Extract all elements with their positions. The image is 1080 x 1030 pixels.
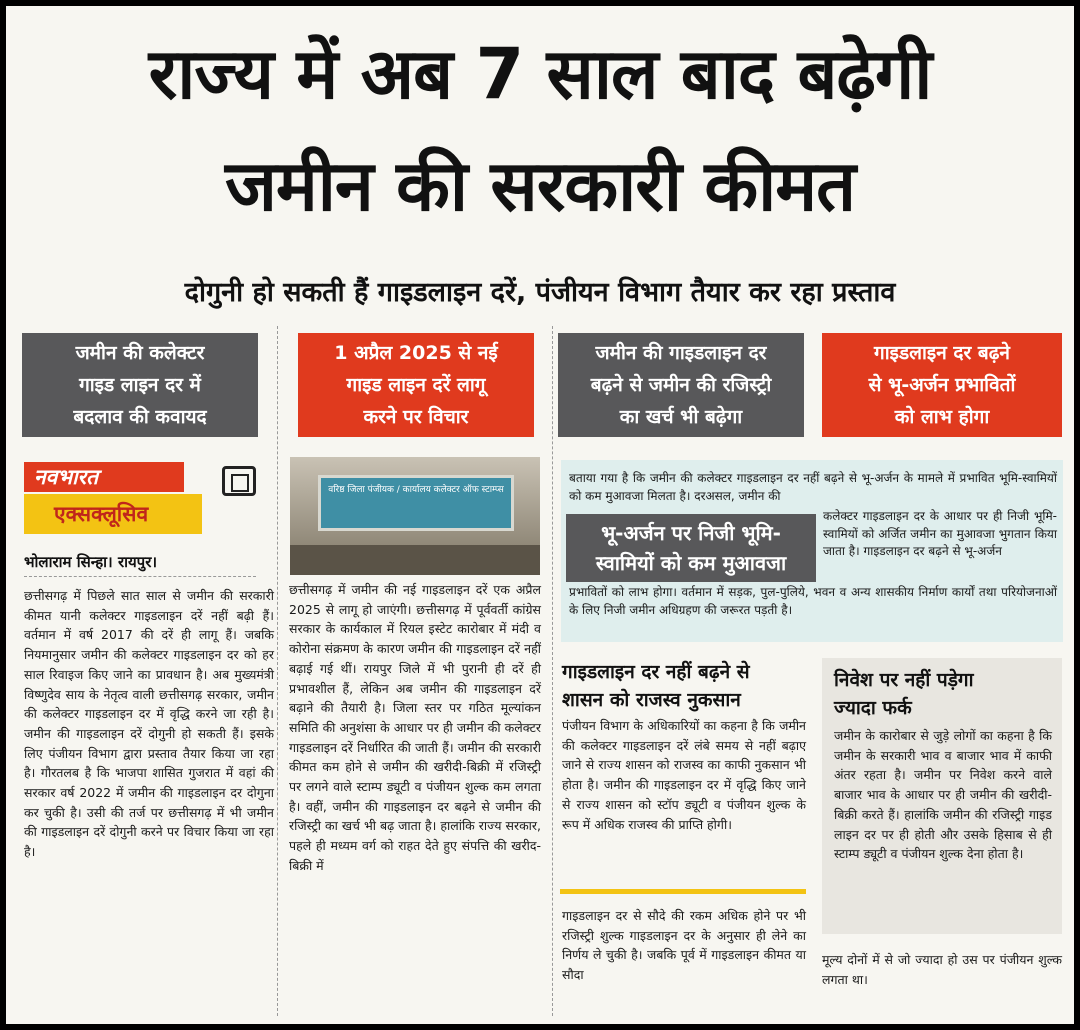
box-4-line-1: गाइडलाइन दर बढ़ने: [874, 342, 1010, 364]
brand-badge: [24, 462, 256, 542]
box-4-line-3: को लाभ होगा: [894, 406, 990, 428]
column-divider: [277, 326, 279, 1016]
land-panel-text-bottom: प्रभावितों को लाभ होगा। वर्तमान में सड़क, पुल-पुलिये, भवन व अन्य शासकीय निर्माण कार्यों तथा परियोजनाओं के लिए निजी जमीन अधिग्रहण की जरूरत पड़ती है।: [569, 585, 1057, 617]
highlight-boxes: [22, 333, 1062, 445]
revenue-section-title: [562, 658, 812, 714]
box-1-line-3: बदलाव की कवायद: [73, 406, 207, 428]
headline-line-1: राज्य में अब 7 साल बाद बढ़ेगी: [148, 33, 932, 115]
revenue-title-line-1: गाइडलाइन दर नहीं बढ़ने से: [562, 661, 750, 683]
land-panel-text-right: कलेक्टर गाइडलाइन दर के आधार पर ही निजी भूमि-स्वामियों को अर्जित जमीन का मुआवजा भुगतान किया जाता है। गाइडलाइन दर बढ़ने से भू-अर्जन: [823, 509, 1057, 559]
land-compensation-tag: [566, 514, 816, 582]
column-1-text: छत्तीसगढ़ में पिछले सात साल से जमीन की सरकारी कीमत यानी कलेक्टर गाइडलाइन दरें नहीं बढ़ी हैं। वर्तमान में वर्ष 2017 की दरें ही लागू हैं। जबकि नियमानुसार जमीन की कलेक्टर गाइडलाइन दर को हर साल रिवाइज किए जाने का प्रावधान है। अब मुख्यमंत्री विष्णुदेव साय के नेतृत्व वाली छत्तीसगढ़ सरकार, जमीन की कलेक्टर गाइडलाइन दर में वृद्धि करने जा रही है। जमीन की गाइडलाइन दरें दोगुनी हो सकती हैं। इसके लिए पंजीयन विभाग द्वारा प्रस्ताव तैयार किया जा रहा है। गौरतलब है कि भाजपा शासित गुजरात में वहां की सरकार वर्ष 2022 में जमीन की गाइडलाइन दर दोगुना कर चुकी है। उसी की तर्ज पर छत्तीसगढ़ में भी जमीन की गाइडलाइन दरें दोगुनी करने पर विचार किया जा रहा है।: [24, 588, 274, 860]
box-2-line-1: 1 अप्रैल 2025 से नई: [334, 342, 498, 364]
box-3-line-3: का खर्च भी बढ़ेगा: [619, 406, 743, 428]
photo-foreground: [290, 545, 540, 575]
invest-title-line-1: निवेश पर नहीं पड़ेगा: [834, 669, 974, 691]
registry-office-photo: [290, 457, 540, 575]
brand-tag: एक्सक्लूसिव: [24, 494, 202, 534]
investment-panel: [822, 658, 1062, 934]
brand-name: नवभारत: [24, 462, 184, 492]
divider: [24, 576, 256, 578]
column-divider: [552, 326, 554, 1016]
highlight-box-1: [22, 333, 258, 437]
box-3-line-1: जमीन की गाइडलाइन दर: [595, 342, 767, 364]
headline-line-2: जमीन की सरकारी कीमत: [224, 145, 856, 227]
land-tag-line-2: स्वामियों को कम मुआवजा: [595, 551, 787, 575]
highlight-box-4: [822, 333, 1062, 437]
land-tag-line-1: भू-अर्जन पर निजी भूमि-: [601, 521, 781, 545]
box-2-line-3: करने पर विचार: [363, 406, 469, 428]
revenue-title-line-2: शासन को राजस्व नुकसान: [562, 689, 741, 711]
yellow-rule: [560, 889, 806, 894]
newspaper-icon: [222, 466, 256, 496]
box-3-line-2: बढ़ने से जमीन की रजिस्ट्री: [590, 374, 772, 396]
investment-text: जमीन के कारोबार से जुड़े लोगों का कहना है कि जमीन के सरकारी भाव व बाजार भाव में काफी अंतर रहता है। जमीन पर निवेश करने वाले बाजार भाव के आधार पर ही जमीन की खरीदी-बिक्री करते हैं। हालांकि जमीन की रजिस्ट्री गाइड लाइन दर पर ही होती और उसके हिसाब से ही स्टाम्प ड्यूटी व पंजीयन शुल्क देना होता है।: [834, 728, 1052, 862]
land-panel-text-top: बताया गया है कि जमीन की कलेक्टर गाइडलाइन दर नहीं बढ़ने से भू-अर्जन के मामले में प्रभावित भूमि-स्वामियों को कम मुआवजा मिलता है। दरअसल, जमीन की: [569, 471, 1057, 503]
subheadline: दोगुनी हो सकती हैं गाइडलाइन दरें, पंजीयन विभाग तैयार कर रहा प्रस्ताव: [184, 277, 896, 308]
box-4-line-2: से भू-अर्जन प्रभावितों: [868, 374, 1016, 396]
investment-text-bottom: मूल्य दोनों में से जो ज्यादा हो उस पर पंजीयन शुल्क लगता था।: [822, 952, 1062, 987]
box-1-line-1: जमीन की कलेक्टर: [75, 342, 205, 364]
revenue-text-bottom: गाइडलाइन दर से सौदे की रकम अधिक होने पर भी रजिस्ट्री शुल्क गाइडलाइन दर के अनुसार ही लेने का निर्णय ले चुकी है। जबकि पूर्व में गाइडलाइन कीमत या सौदा: [562, 908, 806, 983]
revenue-text: पंजीयन विभाग के अधिकारियों का कहना है कि जमीन की कलेक्टर गाइडलाइन दरें लंबे समय से नहीं बढ़ाए जाने से राज्य शासन को राजस्व का काफी नुकसान भी होता है। जमीन की गाइडलाइन दर में वृद्धि किए जाने से राज्य शासन को स्टॉप ड्यूटी व पंजीयन शुल्क के रूप में अधिक राजस्व की प्राप्ति होगी।: [562, 718, 806, 832]
byline: भोलाराम सिन्हा। रायपुर।: [24, 553, 158, 571]
column-2-text: छत्तीसगढ़ में जमीन की नई गाइडलाइन दरें एक अप्रैल 2025 से लागू हो जाएंगी। छत्तीसगढ़ में पूर्ववर्ती कांग्रेस सरकार के कार्यकाल में रियल इस्टेट कारोबार में मंदी व कोरोना संक्रमण के कारण जमीन की गाइडलाइन दरें नहीं बढ़ाई गई थीं। रायपुर जिले में भी पुरानी ही दरें ही प्रभावशील हैं, लेकिन अब जमीन की गाइडलाइन दरें बढ़ाने की तैयारी है। जिला स्तर पर गठित मूल्यांकन समिति की अनुशंसा के आधार पर ही जमीन की कलेक्टर गाइडलाइन दरें निर्धारित की जाती हैं। जमीन की सरकारी कीमत कम होने से जमीन की खरीदी-बिक्री में रजिस्ट्री पर लगने वाले स्टाम्प ड्यूटी व पंजीयन शुल्क कम लगता है। वहीं, जमीन की गाइडलाइन दर बढ़ने से जमीन की रजिस्ट्री का खर्च भी बढ़ जाता है। हालांकि राज्य सरकार, पहले ही मध्यम वर्ग को राहत देते हुए संपत्ति की खरीद-बिक्री में: [289, 582, 541, 873]
newspaper-page: [6, 6, 1074, 1024]
invest-title-line-2: ज्यादा फर्क: [834, 697, 912, 719]
highlight-box-2: [298, 333, 534, 437]
office-sign: वरिष्ठ जिला पंजीयक / कार्यालय कलेक्टर ऑफ स्टाम्प्स: [318, 475, 514, 531]
investment-section-title: [834, 666, 1054, 722]
box-2-line-2: गाइड लाइन दरें लागू: [346, 374, 486, 396]
highlight-box-3: [558, 333, 804, 437]
box-1-line-2: गाइड लाइन दर में: [79, 374, 201, 396]
